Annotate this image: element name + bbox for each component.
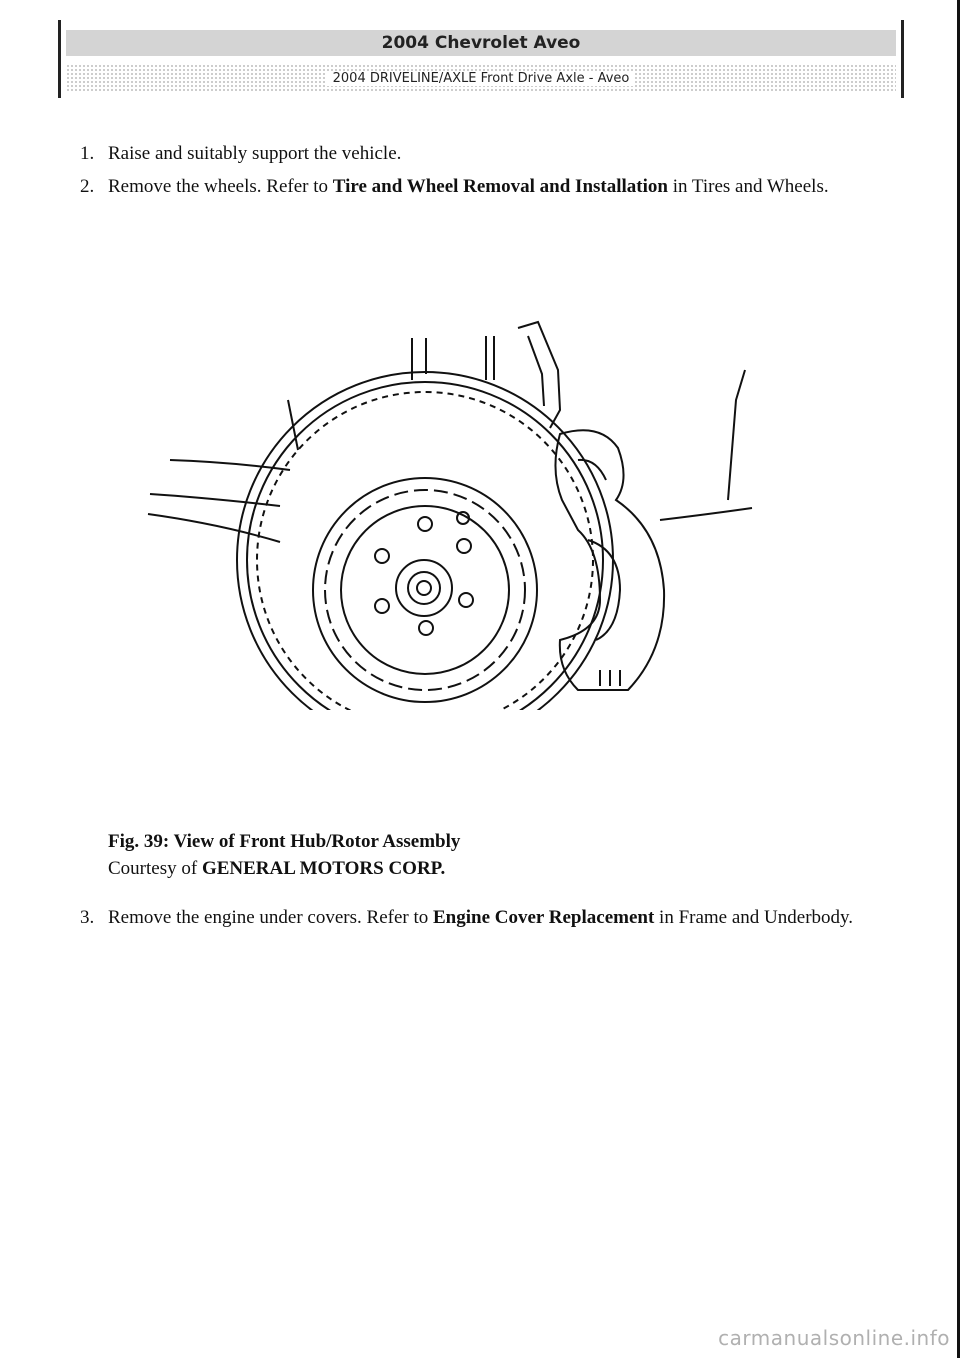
site-watermark: carmanualsonline.info [718, 1326, 950, 1350]
step-number: 1. [80, 143, 95, 164]
figure-caption-label: Fig. 39: View of Front Hub/Rotor Assembly [108, 831, 461, 852]
step-text [108, 173, 900, 200]
header-right-rule [901, 20, 904, 98]
hub-rotor-illustration [130, 310, 770, 710]
step-number: 3. [80, 907, 95, 928]
step-text: Raise and suitably support the vehicle. [108, 143, 402, 164]
header-title: 2004 Chevrolet Aveo [66, 30, 896, 56]
step-text-part: Remove the wheels. Refer to [108, 176, 333, 197]
figure-credit: Courtesy of GENERAL MOTORS CORP. [108, 858, 446, 879]
header-subtitle: 2004 DRIVELINE/AXLE Front Drive Axle - Aveo [327, 71, 636, 86]
step-text [108, 904, 900, 931]
step-text-part: in Frame and Underbody. [654, 907, 854, 928]
header-left-rule [58, 20, 61, 98]
step-text-part: in Tires and Wheels. [667, 176, 829, 197]
reference-link-engine-cover[interactable]: Engine Cover Replacement [433, 907, 655, 928]
figure-caption [108, 828, 460, 882]
reference-link-tire-wheel[interactable]: Tire and Wheel Removal and Installation [332, 176, 668, 197]
header-subtitle-bar [66, 64, 896, 92]
step-number: 2. [80, 176, 95, 197]
page-header [58, 20, 904, 94]
step-text-part: Remove the engine under covers. Refer to [108, 907, 433, 928]
